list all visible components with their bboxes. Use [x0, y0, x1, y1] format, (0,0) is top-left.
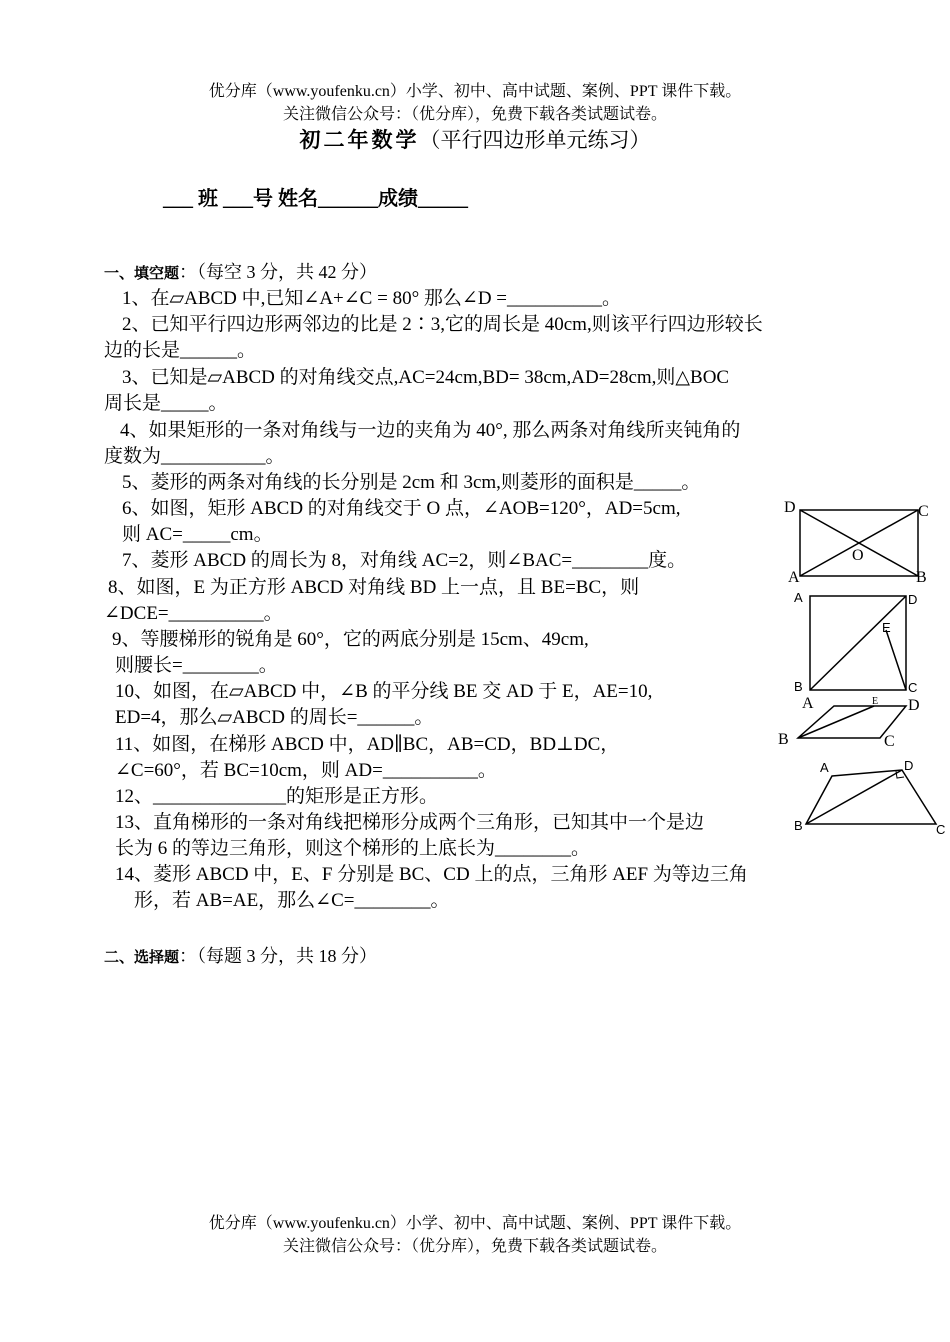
label-e: E: [872, 696, 879, 707]
question-6-line-2: 则 AC=_____cm。: [122, 524, 273, 545]
question-14-line-1: 14、菱形 ABCD 中，E、F 分别是 BC、CD 上的点，三角形 AEF 为等边三角: [115, 864, 748, 885]
question-13-line-2: 长为 6 的等边三角形，则这个梯形的上底长为________。: [115, 838, 591, 859]
section-2-heading: [104, 942, 377, 968]
label-b: B: [778, 731, 789, 748]
question-8-line-1: 8、如图，E 为正方形 ABCD 对角线 BD 上一点，且 BE=BC，则: [108, 577, 640, 598]
question-13-line-1: 13、直角梯形的一条对角线把梯形分成两个三角形，已知其中一个是边: [115, 812, 705, 833]
question-11-line-1: 11、如图，在梯形 ABCD 中，AD∥BC，AB=CD，BD⊥DC，: [115, 734, 620, 755]
page-title: [0, 124, 950, 154]
section-2-title: 二、选择题: [104, 948, 180, 966]
figure-rectangle-diagonals: [780, 494, 940, 590]
question-7: 7、菱形 ABCD 的周长为 8，对角线 AC=2，则∠BAC=________度。: [122, 550, 687, 571]
question-14-line-2: 形，若 AB=AE，那么∠C=________。: [134, 890, 450, 911]
label-e: E: [882, 620, 891, 635]
question-3-line-1: 3、已知是▱ABCD 的对角线交点,AC=24cm,BD= 38cm,AD=28cm,则△BOC: [122, 367, 730, 388]
label-a: A: [802, 695, 814, 712]
footer-line-1: 优分库（www.youfenku.cn）小学、初中、高中试题、案例、PPT 课件下载。: [208, 1215, 742, 1232]
label-a: A: [794, 590, 803, 605]
question-12: 12、______________的矩形是正方形。: [115, 786, 439, 807]
title-main: 初二年数学: [299, 127, 420, 152]
segment-ec: [886, 630, 906, 690]
label-a: A: [788, 569, 800, 586]
question-5: 5、菱形的两条对角线的长分别是 2cm 和 3cm,则菱形的面积是_____。: [122, 472, 701, 493]
label-d: D: [784, 499, 796, 516]
label-c: C: [918, 503, 929, 520]
question-3-line-2: 周长是_____。: [104, 393, 228, 414]
question-2-line-1: 2、已知平行四边形两邻边的比是 2∶3,它的周长是 40cm,则该平行四边形较长: [122, 314, 763, 335]
label-c: C: [936, 822, 946, 837]
question-2-line-2: 边的长是______。: [104, 340, 257, 361]
question-10-line-1: 10、如图，在▱ABCD 中，∠B 的平分线 BE 交 AD 于 E，AE=10,: [115, 681, 653, 702]
trapezoid-outline: [806, 770, 936, 824]
header-line-1: 优分库（www.youfenku.cn）小学、初中、高中试题、案例、PPT 课件下载。: [208, 83, 742, 100]
question-9-line-1: 9、等腰梯形的锐角是 60°，它的两底分别是 15cm、49cm,: [112, 629, 589, 650]
footer-line-2: 关注微信公众号：（优分库），免费下载各类试题试卷。: [282, 1238, 667, 1255]
question-6-line-1: 6、如图，矩形 ABCD 的对角线交于 O 点，∠AOB=120°，AD=5cm,: [122, 498, 681, 519]
label-c: C: [884, 733, 895, 750]
section-1-note: ：（每空 3 分，共 42 分）: [179, 262, 378, 282]
label-d: D: [908, 592, 918, 607]
label-b: B: [794, 679, 803, 694]
student-info-line: ___ 班 ___号 姓名______成绩_____: [163, 188, 468, 210]
label-b: B: [916, 569, 927, 586]
figure-square-point-e: [790, 588, 930, 696]
label-o: O: [852, 547, 864, 564]
label-c: C: [908, 680, 918, 695]
section-1-title: 一、填空题: [104, 264, 180, 282]
section-2-note: ：（每题 3 分，共 18 分）: [179, 946, 378, 966]
question-4-line-1: 4、如果矩形的一条对角线与一边的夹角为 40°, 那么两条对角线所夹钝角的: [120, 420, 741, 441]
question-11-line-2: ∠C=60°，若 BC=10cm，则 AD=__________。: [115, 760, 497, 781]
question-10-line-2: ED=4，那么▱ABCD 的周长=______。: [115, 707, 434, 728]
question-1: 1、在▱ABCD 中,已知∠A+∠C = 80° 那么∠D =__________。: [122, 288, 622, 309]
question-8-line-2: ∠DCE=__________。: [104, 603, 283, 624]
question-4-line-2: 度数为___________。: [104, 446, 285, 467]
title-sub: （平行四边形单元练习）: [419, 128, 651, 152]
label-d: D: [904, 758, 914, 773]
section-1-heading: [104, 258, 377, 284]
figure-parallelogram-bisector: [776, 694, 936, 752]
label-b: B: [794, 818, 803, 833]
label-d: D: [908, 697, 920, 714]
diagonal-bd: [810, 596, 906, 690]
header-line-2: 关注微信公众号：（优分库），免费下载各类试题试卷。: [282, 106, 667, 123]
label-a: A: [820, 760, 829, 775]
figure-trapezoid: [790, 756, 946, 840]
question-9-line-2: 则腰长=________。: [115, 655, 278, 676]
